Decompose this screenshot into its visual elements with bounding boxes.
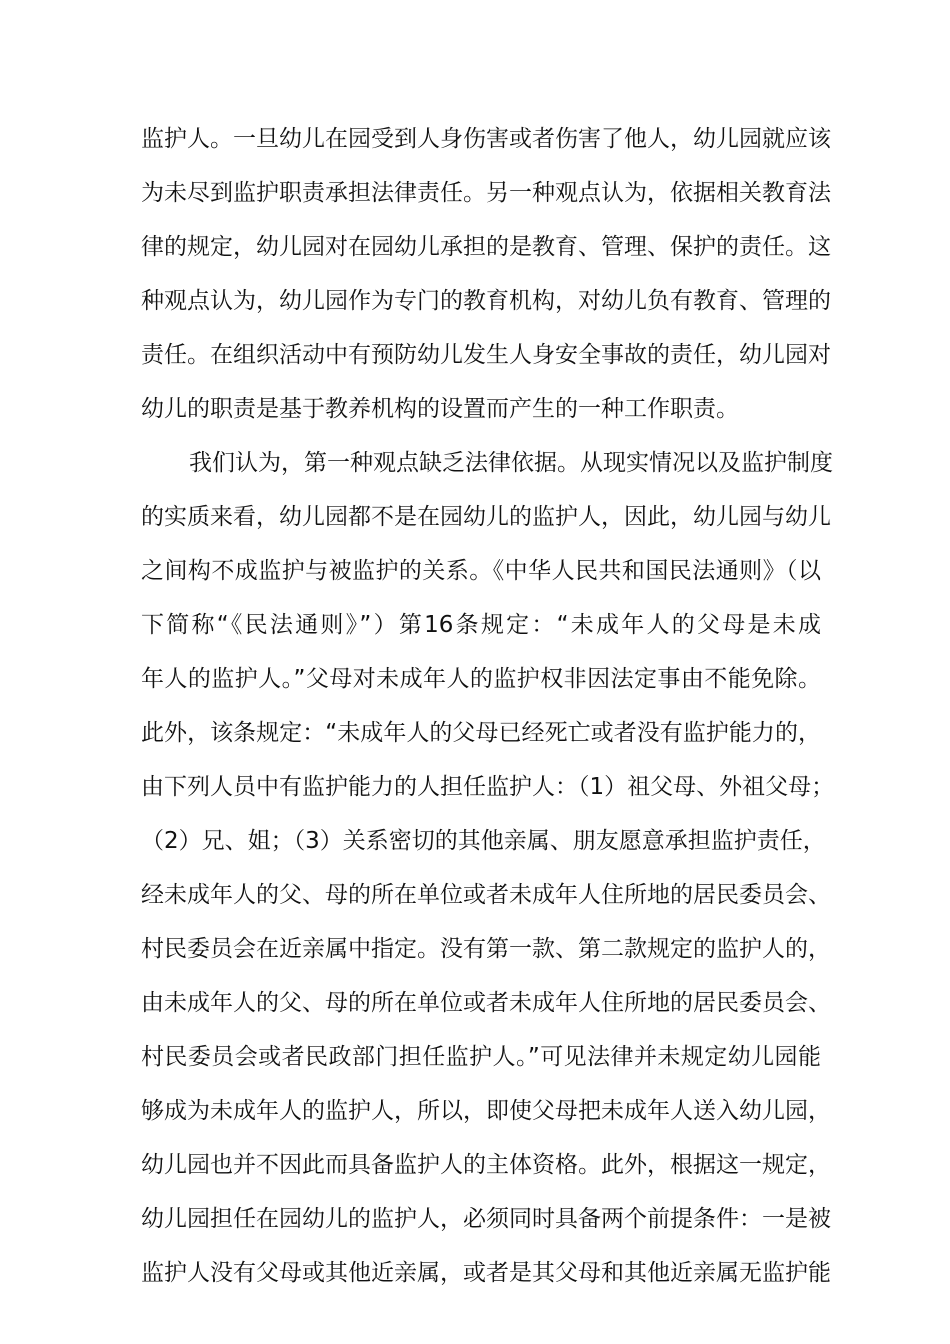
text-line: 由下列人员中有监护能力的人担任监护人：（1）祖父母、外祖父母；	[141, 774, 835, 800]
text-line: 村民委员会或者民政部门担任监护人。”可见法律并未规定幼儿园能	[141, 1044, 821, 1070]
text-line: 幼儿的职责是基于教养机构的设置而产生的一种工作职责。	[141, 396, 739, 422]
text-line: 下简称“《民法通则》”）第16条规定：“未成年人的父母是未成	[141, 612, 821, 638]
text-line: 幼儿园也并不因此而具备监护人的主体资格。此外，根据这一规定，	[141, 1152, 831, 1178]
text-line: 责任。在组织活动中有预防幼儿发生人身安全事故的责任，幼儿园对	[141, 342, 831, 368]
text-line: 年人的监护人。”父母对未成年人的监护权非因法定事由不能免除。	[141, 666, 821, 692]
text-line: 幼儿园担任在园幼儿的监护人，必须同时具备两个前提条件：一是被	[141, 1206, 831, 1232]
text-line: 为未尽到监护职责承担法律责任。另一种观点认为，依据相关教育法	[141, 180, 831, 206]
text-line: 律的规定，幼儿园对在园幼儿承担的是教育、管理、保护的责任。这	[141, 234, 831, 260]
text-line: 之间构不成监护与被监护的关系。《中华人民共和国民法通则》（以	[141, 558, 821, 584]
paragraph-first-line: 我们认为，第一种观点缺乏法律依据。从现实情况以及监护制度	[189, 450, 833, 476]
text-line: 的实质来看，幼儿园都不是在园幼儿的监护人，因此，幼儿园与幼儿	[141, 504, 831, 530]
text-line: 经未成年人的父、母的所在单位或者未成年人住所地的居民委员会、	[141, 882, 831, 908]
text-line: 由未成年人的父、母的所在单位或者未成年人住所地的居民委员会、	[141, 990, 831, 1016]
text-line: 村民委员会在近亲属中指定。没有第一款、第二款规定的监护人的，	[141, 936, 831, 962]
text-line: 监护人。一旦幼儿在园受到人身伤害或者伤害了他人，幼儿园就应该	[141, 126, 831, 152]
text-line: 此外，该条规定：“未成年人的父母已经死亡或者没有监护能力的，	[141, 720, 821, 746]
text-line: 监护人没有父母或其他近亲属，或者是其父母和其他近亲属无监护能	[141, 1260, 831, 1286]
text-line: 种观点认为，幼儿园作为专门的教育机构，对幼儿负有教育、管理的	[141, 288, 831, 314]
text-line: （2）兄、姐；（3）关系密切的其他亲属、朋友愿意承担监护责任，	[141, 828, 826, 854]
text-line: 够成为未成年人的监护人，所以，即使父母把未成年人送入幼儿园，	[141, 1098, 831, 1124]
